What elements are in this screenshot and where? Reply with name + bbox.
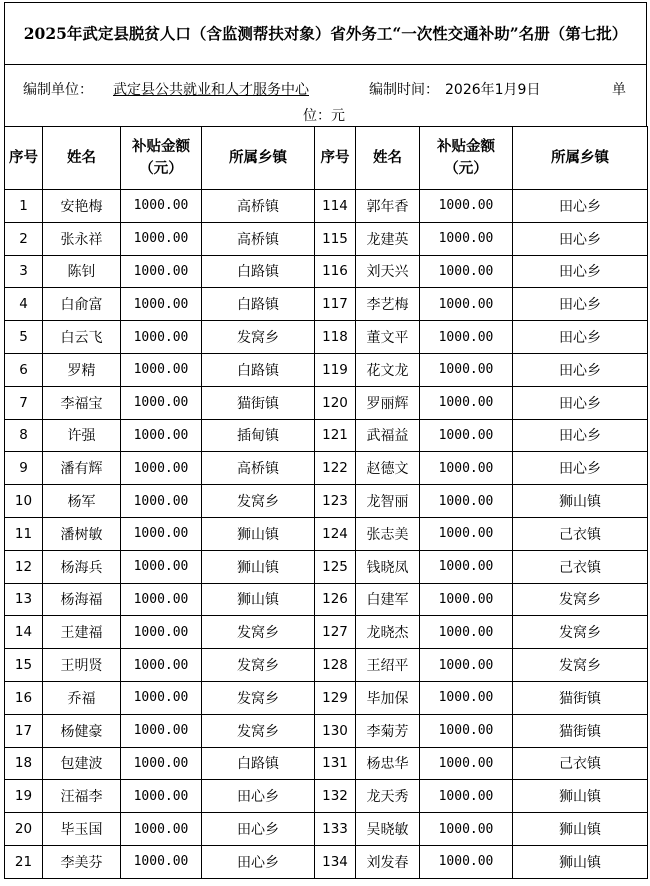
cell-name-right: 李艺梅 [356, 288, 420, 321]
cell-seq-right: 121 [315, 419, 356, 452]
cell-amount-left: 1000.00 [121, 714, 202, 747]
currency-unit-head: 单 [612, 82, 626, 98]
cell-town-right: 狮山镇 [513, 485, 648, 518]
cell-amount-left: 1000.00 [121, 353, 202, 386]
cell-town-right: 猫街镇 [513, 714, 648, 747]
cell-seq-right: 123 [315, 485, 356, 518]
cell-seq-right: 117 [315, 288, 356, 321]
cell-amount-right: 1000.00 [420, 681, 513, 714]
cell-amount-left: 1000.00 [121, 255, 202, 288]
cell-seq-left: 5 [5, 321, 43, 354]
cell-amount-right: 1000.00 [420, 550, 513, 583]
cell-name-right: 王绍平 [356, 649, 420, 682]
cell-town-left: 插甸镇 [202, 419, 315, 452]
cell-amount-left: 1000.00 [121, 813, 202, 846]
table-row [5, 747, 648, 780]
document-title: 2025年武定县脱贫人口（含监测帮扶对象）省外务工“一次性交通补助”名册（第七批） [4, 2, 647, 64]
cell-name-left: 白云飞 [43, 321, 121, 354]
cell-seq-right: 129 [315, 681, 356, 714]
cell-amount-left: 1000.00 [121, 616, 202, 649]
table-row [5, 386, 648, 419]
table-row [5, 616, 648, 649]
cell-town-right: 田心乡 [513, 353, 648, 386]
cell-name-right: 白建军 [356, 583, 420, 616]
cell-amount-left: 1000.00 [121, 321, 202, 354]
table-row [5, 550, 648, 583]
cell-seq-right: 133 [315, 813, 356, 846]
cell-seq-left: 6 [5, 353, 43, 386]
cell-amount-left: 1000.00 [121, 419, 202, 452]
cell-seq-left: 3 [5, 255, 43, 288]
table-row [5, 485, 648, 518]
table-row [5, 452, 648, 485]
cell-name-left: 潘有辉 [43, 452, 121, 485]
cell-name-left: 李美芬 [43, 845, 121, 878]
cell-town-right: 田心乡 [513, 288, 648, 321]
cell-town-left: 猫街镇 [202, 386, 315, 419]
cell-seq-left: 21 [5, 845, 43, 878]
cell-town-right: 发窝乡 [513, 616, 648, 649]
cell-name-right: 罗丽辉 [356, 386, 420, 419]
header-seq-left: 序号 [5, 127, 43, 190]
table-row [5, 583, 648, 616]
cell-seq-left: 13 [5, 583, 43, 616]
cell-name-left: 陈钊 [43, 255, 121, 288]
cell-name-left: 杨海福 [43, 583, 121, 616]
cell-seq-left: 16 [5, 681, 43, 714]
cell-town-left: 发窝乡 [202, 714, 315, 747]
cell-name-right: 钱晓凤 [356, 550, 420, 583]
cell-town-left: 田心乡 [202, 813, 315, 846]
cell-seq-right: 114 [315, 190, 356, 223]
cell-amount-left: 1000.00 [121, 222, 202, 255]
cell-town-left: 发窝乡 [202, 321, 315, 354]
cell-name-left: 乔福 [43, 681, 121, 714]
cell-amount-right: 1000.00 [420, 616, 513, 649]
cell-name-left: 汪福李 [43, 780, 121, 813]
table-row [5, 190, 648, 223]
cell-amount-right: 1000.00 [420, 190, 513, 223]
compiling-unit-value: 武定县公共就业和人才服务中心 [113, 82, 309, 98]
table-row [5, 845, 648, 878]
cell-seq-left: 14 [5, 616, 43, 649]
cell-amount-left: 1000.00 [121, 583, 202, 616]
table-row [5, 288, 648, 321]
cell-amount-right: 1000.00 [420, 845, 513, 878]
table-row [5, 222, 648, 255]
cell-town-right: 猫街镇 [513, 681, 648, 714]
cell-town-left: 发窝乡 [202, 681, 315, 714]
cell-seq-left: 17 [5, 714, 43, 747]
cell-amount-right: 1000.00 [420, 419, 513, 452]
cell-amount-left: 1000.00 [121, 386, 202, 419]
cell-name-right: 花文龙 [356, 353, 420, 386]
cell-seq-right: 134 [315, 845, 356, 878]
cell-seq-left: 9 [5, 452, 43, 485]
header-name-left: 姓名 [43, 127, 121, 190]
cell-amount-right: 1000.00 [420, 222, 513, 255]
cell-name-right: 吴晓敏 [356, 813, 420, 846]
table-header-row [5, 127, 648, 190]
cell-town-left: 田心乡 [202, 780, 315, 813]
cell-amount-right: 1000.00 [420, 780, 513, 813]
cell-amount-left: 1000.00 [121, 288, 202, 321]
cell-seq-left: 15 [5, 649, 43, 682]
cell-name-right: 刘天兴 [356, 255, 420, 288]
table-row [5, 353, 648, 386]
cell-amount-right: 1000.00 [420, 747, 513, 780]
cell-amount-left: 1000.00 [121, 747, 202, 780]
cell-town-right: 田心乡 [513, 255, 648, 288]
cell-town-left: 狮山镇 [202, 550, 315, 583]
table-row [5, 517, 648, 550]
cell-name-left: 白俞富 [43, 288, 121, 321]
cell-amount-right: 1000.00 [420, 714, 513, 747]
cell-name-right: 董文平 [356, 321, 420, 354]
cell-town-left: 田心乡 [202, 845, 315, 878]
cell-town-left: 白路镇 [202, 353, 315, 386]
cell-name-left: 毕玉国 [43, 813, 121, 846]
cell-town-left: 发窝乡 [202, 616, 315, 649]
cell-seq-left: 2 [5, 222, 43, 255]
table-row [5, 255, 648, 288]
cell-town-right: 己衣镇 [513, 517, 648, 550]
cell-amount-right: 1000.00 [420, 813, 513, 846]
cell-name-right: 赵德文 [356, 452, 420, 485]
cell-seq-right: 130 [315, 714, 356, 747]
cell-name-left: 杨健豪 [43, 714, 121, 747]
cell-seq-left: 20 [5, 813, 43, 846]
cell-seq-right: 122 [315, 452, 356, 485]
cell-name-left: 许强 [43, 419, 121, 452]
cell-town-left: 高桥镇 [202, 222, 315, 255]
cell-town-right: 己衣镇 [513, 550, 648, 583]
cell-town-right: 田心乡 [513, 190, 648, 223]
cell-seq-left: 7 [5, 386, 43, 419]
cell-amount-left: 1000.00 [121, 550, 202, 583]
cell-seq-right: 125 [315, 550, 356, 583]
cell-seq-right: 127 [315, 616, 356, 649]
cell-town-right: 狮山镇 [513, 813, 648, 846]
compile-date-value: 2026年1月9日 [445, 82, 541, 98]
cell-seq-left: 19 [5, 780, 43, 813]
cell-name-right: 李菊芳 [356, 714, 420, 747]
cell-town-right: 发窝乡 [513, 649, 648, 682]
cell-town-left: 高桥镇 [202, 452, 315, 485]
cell-town-left: 狮山镇 [202, 517, 315, 550]
table-row [5, 714, 648, 747]
table-row [5, 419, 648, 452]
cell-name-right: 龙天秀 [356, 780, 420, 813]
cell-seq-left: 8 [5, 419, 43, 452]
cell-name-left: 包建波 [43, 747, 121, 780]
cell-town-right: 田心乡 [513, 419, 648, 452]
cell-seq-left: 12 [5, 550, 43, 583]
cell-name-right: 武福益 [356, 419, 420, 452]
cell-name-right: 张志美 [356, 517, 420, 550]
currency-unit-tail: 位：元 [303, 108, 345, 124]
cell-seq-left: 1 [5, 190, 43, 223]
cell-amount-left: 1000.00 [121, 649, 202, 682]
cell-seq-left: 10 [5, 485, 43, 518]
cell-amount-right: 1000.00 [420, 517, 513, 550]
cell-name-right: 龙智丽 [356, 485, 420, 518]
cell-town-right: 田心乡 [513, 386, 648, 419]
cell-amount-right: 1000.00 [420, 386, 513, 419]
header-town-right: 所属乡镇 [513, 127, 648, 190]
cell-town-left: 发窝乡 [202, 649, 315, 682]
cell-amount-right: 1000.00 [420, 485, 513, 518]
header-seq-right: 序号 [315, 127, 356, 190]
cell-name-left: 杨军 [43, 485, 121, 518]
cell-seq-right: 116 [315, 255, 356, 288]
cell-amount-right: 1000.00 [420, 452, 513, 485]
cell-town-right: 田心乡 [513, 452, 648, 485]
cell-seq-right: 132 [315, 780, 356, 813]
cell-name-right: 龙晓杰 [356, 616, 420, 649]
cell-amount-left: 1000.00 [121, 452, 202, 485]
table-row [5, 780, 648, 813]
cell-amount-left: 1000.00 [121, 845, 202, 878]
cell-amount-right: 1000.00 [420, 288, 513, 321]
cell-seq-right: 128 [315, 649, 356, 682]
cell-town-right: 田心乡 [513, 321, 648, 354]
cell-seq-left: 11 [5, 517, 43, 550]
cell-name-right: 郭年香 [356, 190, 420, 223]
meta-row [4, 64, 647, 126]
cell-name-right: 杨忠华 [356, 747, 420, 780]
cell-amount-left: 1000.00 [121, 517, 202, 550]
cell-town-left: 白路镇 [202, 255, 315, 288]
cell-name-left: 罗精 [43, 353, 121, 386]
cell-seq-left: 4 [5, 288, 43, 321]
cell-amount-right: 1000.00 [420, 255, 513, 288]
cell-seq-right: 126 [315, 583, 356, 616]
cell-name-right: 毕加保 [356, 681, 420, 714]
cell-name-right: 刘发春 [356, 845, 420, 878]
cell-amount-right: 1000.00 [420, 353, 513, 386]
compiling-unit-label: 编制单位： [23, 82, 93, 98]
cell-seq-right: 115 [315, 222, 356, 255]
cell-town-right: 发窝乡 [513, 583, 648, 616]
cell-town-right: 田心乡 [513, 222, 648, 255]
cell-town-left: 高桥镇 [202, 190, 315, 223]
compile-date-label: 编制时间： [369, 82, 439, 98]
table-row [5, 321, 648, 354]
cell-name-left: 杨海兵 [43, 550, 121, 583]
cell-town-right: 己衣镇 [513, 747, 648, 780]
table-row [5, 681, 648, 714]
cell-amount-right: 1000.00 [420, 649, 513, 682]
cell-town-right: 狮山镇 [513, 845, 648, 878]
cell-town-left: 白路镇 [202, 747, 315, 780]
roster-table [4, 126, 648, 879]
table-row [5, 813, 648, 846]
cell-name-left: 潘树敏 [43, 517, 121, 550]
cell-name-right: 龙建英 [356, 222, 420, 255]
cell-town-left: 狮山镇 [202, 583, 315, 616]
cell-seq-right: 131 [315, 747, 356, 780]
header-name-right: 姓名 [356, 127, 420, 190]
cell-seq-right: 124 [315, 517, 356, 550]
header-amount-left: 补贴金额（元） [121, 127, 202, 190]
cell-name-left: 李福宝 [43, 386, 121, 419]
cell-name-left: 王建福 [43, 616, 121, 649]
header-town-left: 所属乡镇 [202, 127, 315, 190]
cell-amount-left: 1000.00 [121, 780, 202, 813]
cell-seq-right: 120 [315, 386, 356, 419]
cell-name-left: 张永祥 [43, 222, 121, 255]
cell-seq-right: 118 [315, 321, 356, 354]
cell-amount-left: 1000.00 [121, 485, 202, 518]
cell-seq-right: 119 [315, 353, 356, 386]
cell-amount-left: 1000.00 [121, 681, 202, 714]
cell-amount-right: 1000.00 [420, 321, 513, 354]
cell-town-left: 白路镇 [202, 288, 315, 321]
table-row [5, 649, 648, 682]
cell-amount-left: 1000.00 [121, 190, 202, 223]
header-amount-right: 补贴金额（元） [420, 127, 513, 190]
cell-name-left: 王明贤 [43, 649, 121, 682]
cell-seq-left: 18 [5, 747, 43, 780]
cell-town-left: 发窝乡 [202, 485, 315, 518]
roster-sheet [4, 2, 647, 879]
cell-name-left: 安艳梅 [43, 190, 121, 223]
cell-town-right: 狮山镇 [513, 780, 648, 813]
cell-amount-right: 1000.00 [420, 583, 513, 616]
